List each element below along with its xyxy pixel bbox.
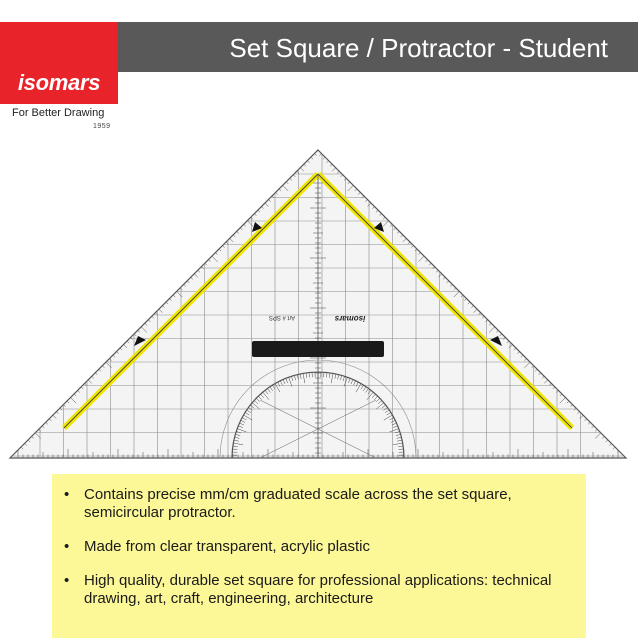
finger-grip (252, 341, 384, 357)
bullet-icon: • (64, 538, 70, 555)
brand-year: 1959 (93, 123, 111, 130)
brand-tagline: For Better Drawing (12, 107, 105, 119)
feature-text: Made from clear transparent, acrylic plastic (84, 538, 370, 555)
brand-logo-wordmark: isomars (17, 70, 101, 95)
page-title: Set Square / Protractor - Student (229, 33, 608, 63)
bullet-icon: • (64, 572, 70, 589)
feature-text: High quality, durable set square for professional applications: technical drawing, art, craft, engineering, architecture (84, 572, 552, 607)
feature-item (64, 572, 574, 608)
feature-item (64, 538, 574, 556)
imprint-brand: isomars (334, 314, 366, 323)
feature-text: Contains precise mm/cm graduated scale across the set square, semicircular protractor. (84, 486, 512, 521)
imprint-article: Art # SPS (268, 314, 296, 320)
feature-list (64, 486, 574, 624)
features-box (52, 474, 586, 638)
bullet-icon: • (64, 486, 70, 503)
feature-item (64, 486, 574, 522)
brand-logo (0, 22, 118, 104)
set-square-protractor-image (0, 140, 638, 470)
